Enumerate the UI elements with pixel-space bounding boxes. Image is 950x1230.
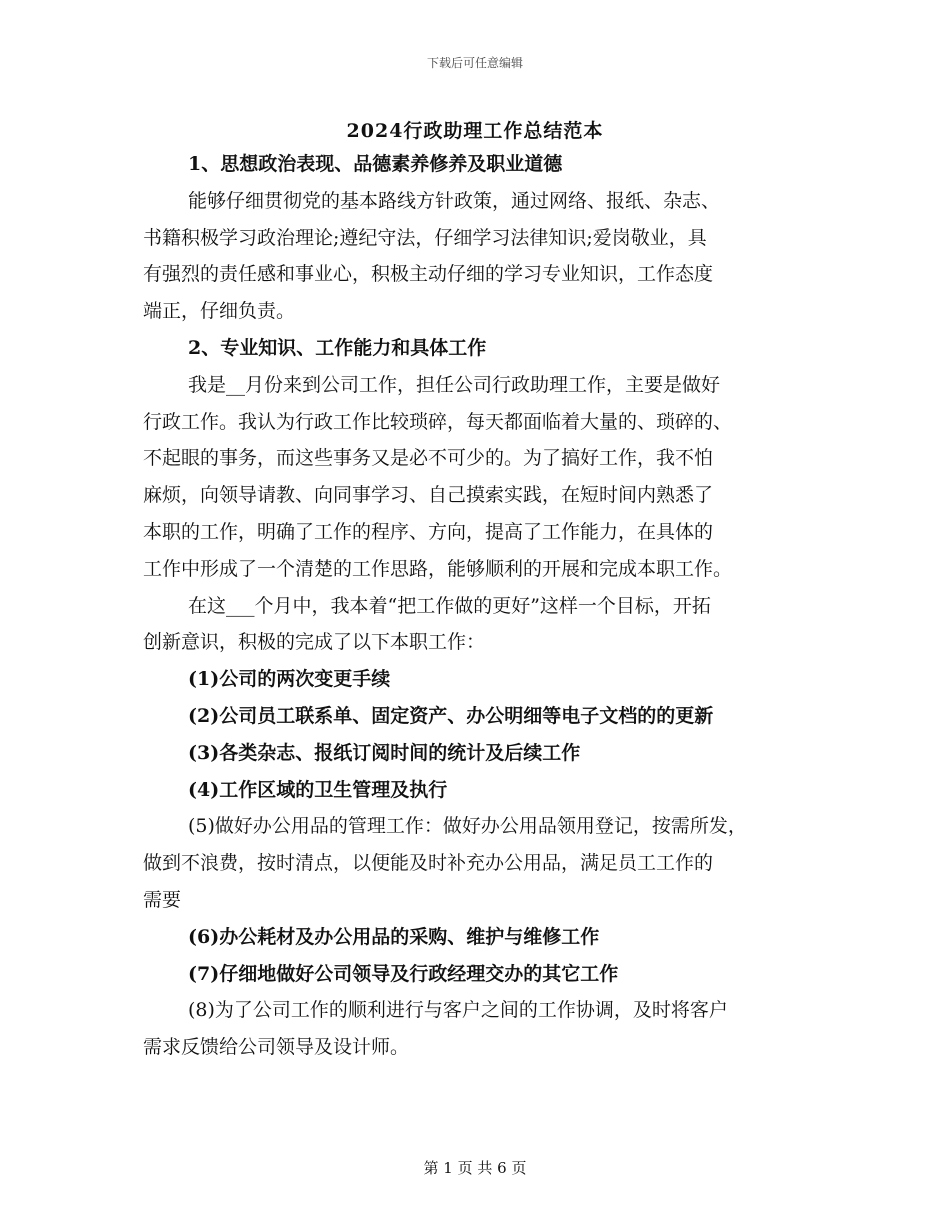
paragraph-line: 行政工作。我认为行政工作比较琐碎，每天都面临着大量的、琐碎的、: [143, 410, 733, 433]
paragraph-line: 本职的工作，明确了工作的程序、方向，提高了工作能力，在具体的: [143, 520, 714, 543]
section-heading: (1)公司的两次变更手续: [188, 668, 391, 691]
header-note: 下载后可任意编辑: [426, 56, 523, 70]
paragraph-line: 工作中形成了一个清楚的工作思路，能够顺利的开展和完成本职工作。: [143, 557, 733, 580]
paragraph-line: 我是__月份来到公司工作，担任公司行政助理工作，主要是做好: [188, 373, 721, 396]
paragraph-line: (8)为了公司工作的顺利进行与客户之间的工作协调，及时将客户: [188, 999, 728, 1022]
paragraph-line: 不起眼的事务，而这些事务又是必不可少的。为了搞好工作，我不怕: [143, 447, 714, 470]
document-title: 2024行政助理工作总结范本: [346, 120, 604, 142]
paragraph-line: 做到不浪费，按时清点，以便能及时补充办公用品，满足员工工作的: [143, 852, 714, 875]
paragraph-line: 需求反馈给公司领导及设计师。: [143, 1036, 410, 1059]
section-heading: (6)办公耗材及办公用品的采购、维护与维修工作: [188, 925, 600, 948]
section-heading: 2、专业知识、工作能力和具体工作: [188, 336, 487, 359]
paragraph-line: 能够仔细贯彻党的基本路线方针政策，通过网络、报纸、杂志、: [188, 189, 721, 212]
section-heading: (7)仔细地做好公司领导及行政经理交办的其它工作: [188, 962, 619, 985]
section-heading: 1、思想政治表现、品德素养修养及职业道德: [188, 153, 563, 175]
paragraph-line: 端正，仔细负责。: [143, 300, 296, 323]
document-body: [143, 146, 823, 1066]
section-heading: (3)各类杂志、报纸订阅时间的统计及后续工作: [188, 741, 581, 764]
paragraph-line: 书籍积极学习政治理论;遵纪守法，仔细学习法律知识;爱岗敬业，具: [143, 226, 707, 249]
paragraph-line: 在这___个月中，我本着“把工作做的更好”这样一个目标，开拓: [188, 594, 711, 617]
paragraph-line: 需要: [143, 888, 182, 911]
section-heading: (4)工作区域的卫生管理及执行: [188, 778, 448, 801]
paragraph-line: 创新意识，积极的完成了以下本职工作：: [143, 631, 486, 654]
section-heading: (2)公司员工联系单、固定资产、办公明细等电子文档的的更新: [188, 704, 714, 727]
page-footer: 第 1 页 共 6 页: [423, 1159, 527, 1177]
paragraph-line: 有强烈的责任感和事业心，积极主动仔细的学习专业知识，工作态度: [143, 263, 714, 286]
paragraph-line: (5)做好办公用品的管理工作：做好办公用品领用登记，按需所发，: [188, 815, 747, 838]
paragraph-line: 麻烦，向领导请教、向同事学习、自己摸索实践，在短时间内熟悉了: [143, 484, 714, 507]
